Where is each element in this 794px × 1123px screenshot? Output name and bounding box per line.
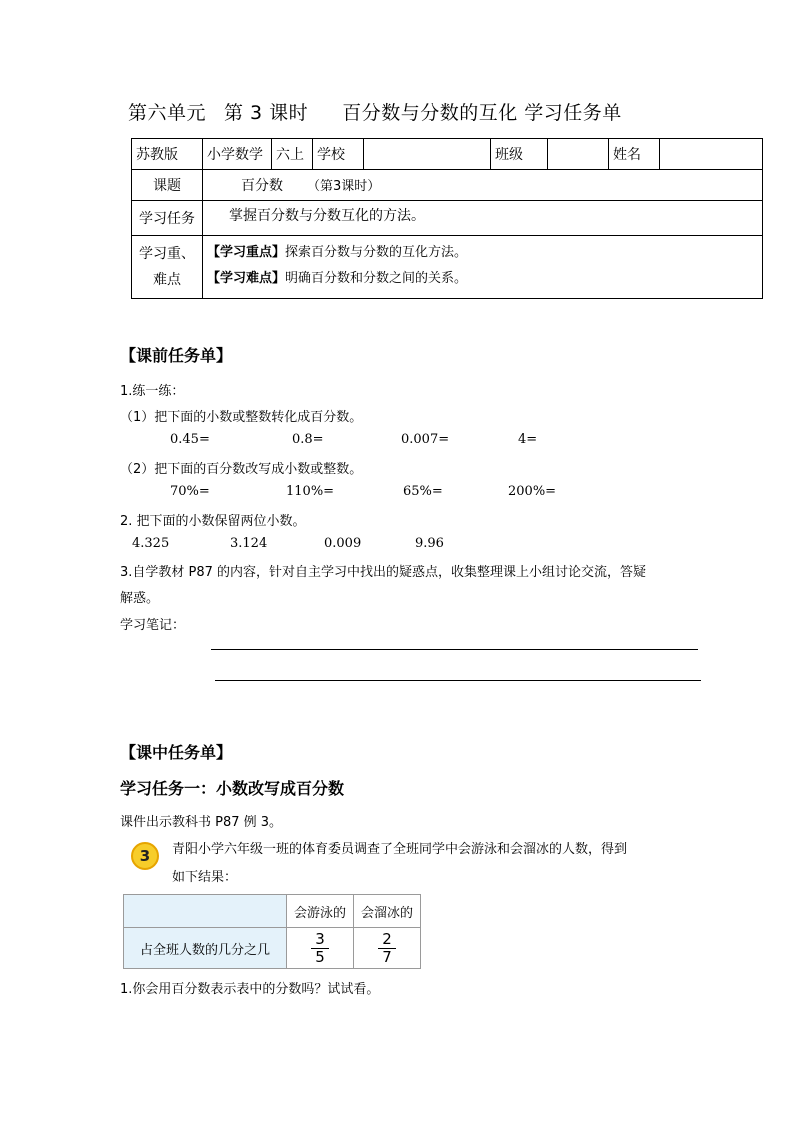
difficult-tag: 【学习难点】: [207, 271, 286, 286]
page-title: [128, 98, 622, 125]
q2-item: 3.124: [230, 536, 268, 551]
keypoints-label: [132, 236, 203, 299]
task1-heading: 学习任务一：小数改写成百分数: [120, 779, 345, 798]
notes-line[interactable]: [211, 649, 698, 650]
school-field[interactable]: [364, 139, 491, 170]
name-field[interactable]: [660, 139, 763, 170]
q2-item: 9.96: [415, 536, 444, 551]
info-row-task: [132, 201, 763, 236]
example-table: [123, 894, 421, 969]
task-value: 掌握百分数与分数互化的方法。: [203, 201, 763, 236]
info-table: [131, 138, 763, 299]
q1-2-item: 200%=: [508, 484, 557, 499]
title-topic: 百分数与分数的互化 学习任务单: [342, 102, 622, 124]
fraction: [311, 931, 329, 966]
q1-1-item: 0.45=: [170, 432, 210, 447]
question1-text: 1.你会用百分数表示表中的分数吗？试试看。: [120, 982, 380, 997]
example-number-badge: 3: [131, 842, 159, 870]
q3-line2: 解惑。: [120, 591, 160, 606]
notes-label: 学习笔记：: [120, 618, 186, 633]
q1-1-text: （1）把下面的小数或整数转化成百分数。: [120, 410, 363, 425]
q3-line1: 3.自学教材 P87 的内容，针对自主学习中找出的疑惑点，收集整理课上小组讨论交流，答疑: [120, 565, 647, 580]
info-cell: 班级: [491, 139, 548, 170]
q2-text: 2. 把下面的小数保留两位小数。: [120, 514, 306, 529]
info-row-keypoints: [132, 236, 763, 299]
fraction-denominator: 7: [382, 947, 392, 966]
q1-1-item: 0.007=: [401, 432, 450, 447]
q1-2-item: 70%=: [170, 484, 210, 499]
title-lesson: 第 3 课时: [224, 102, 309, 124]
info-row-header: [132, 139, 763, 170]
q1-1-item: 4=: [518, 432, 538, 447]
info-cell: 学校: [313, 139, 364, 170]
fraction-numerator: 3: [311, 931, 329, 949]
fraction-numerator: 2: [378, 931, 396, 949]
task-label: 学习任务: [132, 201, 203, 236]
intro-text: 课件出示教科书 P87 例 3。: [120, 815, 283, 830]
keypoints-label-2: 难点: [153, 272, 181, 288]
info-cell: 姓名: [609, 139, 660, 170]
example-header-cell: [124, 895, 287, 928]
q2-item: 0.009: [324, 536, 362, 551]
class-field[interactable]: [548, 139, 609, 170]
keypoints-value: [203, 236, 763, 299]
example-table-header: [124, 895, 421, 928]
key-point-tag: 【学习重点】: [207, 245, 286, 260]
info-cell: 六上: [272, 139, 313, 170]
info-row-topic: [132, 170, 763, 201]
example-line2: 如下结果：: [172, 870, 238, 885]
keypoints-label-1: 学习重、: [139, 246, 195, 262]
notes-line[interactable]: [215, 680, 701, 681]
topic-label: 课题: [132, 170, 203, 201]
q1-1-item: 0.8=: [292, 432, 324, 447]
difficult-text: 明确百分数和分数之间的关系。: [285, 271, 468, 286]
info-cell: 苏教版: [132, 139, 203, 170]
example-line1: 青阳小学六年级一班的体育委员调查了全班同学中会游泳和会溜冰的人数，得到: [172, 842, 628, 857]
example-header-cell: 会溜冰的: [354, 895, 421, 928]
pre-class-heading: 【课前任务单】: [120, 346, 233, 365]
topic-text: 百分数: [241, 178, 283, 194]
fraction-denominator: 5: [315, 947, 325, 966]
example-fraction-cell: [287, 928, 354, 969]
example-header-cell: 会游泳的: [287, 895, 354, 928]
example-fraction-cell: [354, 928, 421, 969]
title-unit: 第六单元: [128, 102, 207, 124]
key-point-text: 探索百分数与分数的互化方法。: [285, 245, 468, 260]
q1-text: 1.练一练：: [120, 384, 185, 399]
info-cell: 小学数学: [203, 139, 272, 170]
q1-2-item: 65%=: [403, 484, 443, 499]
topic-note: （第3课时）: [307, 179, 381, 194]
topic-value: [203, 170, 763, 201]
q2-item: 4.325: [132, 536, 170, 551]
q1-2-item: 110%=: [286, 484, 335, 499]
example-table-row: [124, 928, 421, 969]
in-class-heading: 【课中任务单】: [120, 743, 233, 762]
example-row-label: 占全班人数的几分之几: [124, 928, 287, 969]
fraction: [378, 931, 396, 966]
q1-2-text: （2）把下面的百分数改写成小数或整数。: [120, 462, 363, 477]
